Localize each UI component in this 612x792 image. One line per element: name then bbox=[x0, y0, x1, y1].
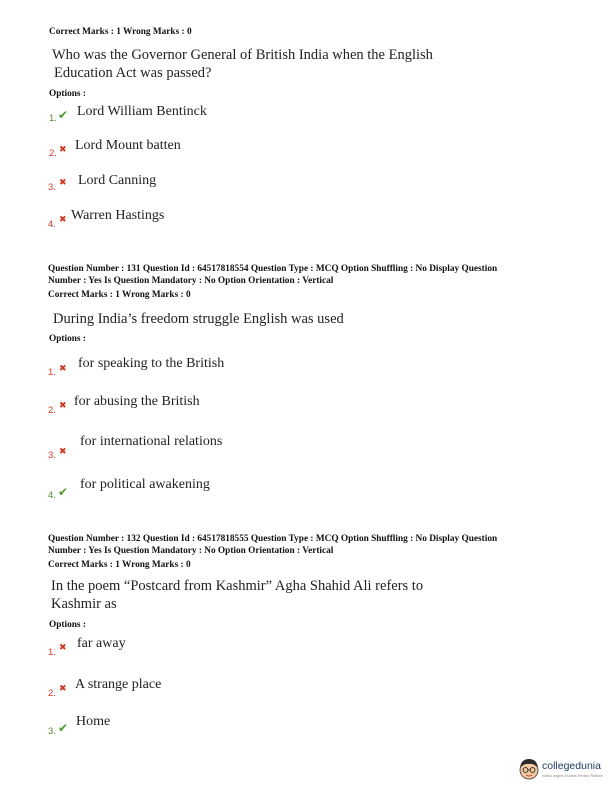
cross-icon: ✖ bbox=[59, 364, 67, 374]
mascot-icon bbox=[518, 757, 540, 781]
q131-options-label: Options : bbox=[49, 334, 86, 344]
cross-icon: ✖ bbox=[59, 401, 67, 411]
q132-option-3-text: Home bbox=[76, 714, 111, 729]
q130-option-1-number: 1. bbox=[49, 113, 57, 124]
q132-option-3-number: 3. bbox=[48, 726, 56, 737]
q130-option-3-number: 3. bbox=[48, 182, 56, 193]
q131-option-3-number: 3. bbox=[48, 450, 56, 461]
check-icon: ✔ bbox=[58, 108, 69, 122]
q132-header-line-1: Question Number : 132 Question Id : 64517818555 Question Type : MCQ Option Shuffling : No Display Question bbox=[48, 534, 498, 544]
q131-text-line-1: During India’s freedom struggle English was used bbox=[53, 311, 344, 327]
q130-text-line-1: Who was the Governor General of British India when the English bbox=[52, 47, 433, 63]
collegedunia-logo[interactable] bbox=[518, 757, 610, 785]
q131-option-2-number: 2. bbox=[48, 405, 56, 416]
q132-options-label: Options : bbox=[49, 620, 86, 630]
q132-option-2-text: A strange place bbox=[75, 677, 162, 692]
cross-icon: ✖ bbox=[59, 643, 67, 653]
check-icon: ✔ bbox=[58, 721, 69, 735]
q131-option-3-text: for international relations bbox=[80, 434, 223, 449]
q132-header-line-2: Number : Yes Is Question Mandatory : No Option Orientation : Vertical bbox=[48, 546, 334, 556]
q132-option-1-text: far away bbox=[77, 636, 126, 651]
cross-icon: ✖ bbox=[59, 684, 67, 694]
q130-option-2-text: Lord Mount batten bbox=[75, 138, 181, 153]
q132-option-1-number: 1. bbox=[48, 647, 56, 658]
check-icon: ✔ bbox=[58, 485, 69, 499]
logo-wordmark: collegedunia bbox=[542, 760, 601, 772]
q132-marks: Correct Marks : 1 Wrong Marks : 0 bbox=[48, 560, 191, 570]
q132-option-2-number: 2. bbox=[48, 688, 56, 699]
q130-option-4-number: 4. bbox=[48, 219, 56, 230]
q130-option-1-text: Lord William Bentinck bbox=[77, 104, 207, 119]
q130-option-4-text: Warren Hastings bbox=[71, 208, 165, 223]
cross-icon: ✖ bbox=[59, 145, 67, 155]
q131-marks: Correct Marks : 1 Wrong Marks : 0 bbox=[48, 290, 191, 300]
q131-option-1-text: for speaking to the British bbox=[78, 356, 225, 371]
q130-option-3-text: Lord Canning bbox=[78, 173, 157, 188]
q131-header-line-2: Number : Yes Is Question Mandatory : No Option Orientation : Vertical bbox=[48, 276, 334, 286]
q130-text-line-2: Education Act was passed? bbox=[54, 65, 212, 81]
q131-option-2-text: for abusing the British bbox=[74, 394, 200, 409]
cross-icon: ✖ bbox=[59, 178, 67, 188]
q131-option-4-text: for political awakening bbox=[80, 477, 210, 492]
q132-text-line-2: Kashmir as bbox=[51, 596, 117, 612]
q130-option-2-number: 2. bbox=[49, 148, 57, 159]
q130-marks: Correct Marks : 1 Wrong Marks : 0 bbox=[49, 27, 192, 37]
q131-header-line-1: Question Number : 131 Question Id : 64517818554 Question Type : MCQ Option Shuffling : No Display Question bbox=[48, 264, 498, 274]
q131-option-4-number: 4. bbox=[48, 490, 56, 501]
q132-text-line-1: In the poem “Postcard from Kashmir” Agha Shahid Ali refers to bbox=[51, 578, 424, 594]
cross-icon: ✖ bbox=[59, 215, 67, 225]
logo-tagline: India's largest Student Review Platform bbox=[542, 774, 603, 778]
cross-icon: ✖ bbox=[59, 447, 67, 457]
q131-option-1-number: 1. bbox=[48, 367, 56, 378]
q130-options-label: Options : bbox=[49, 89, 86, 99]
